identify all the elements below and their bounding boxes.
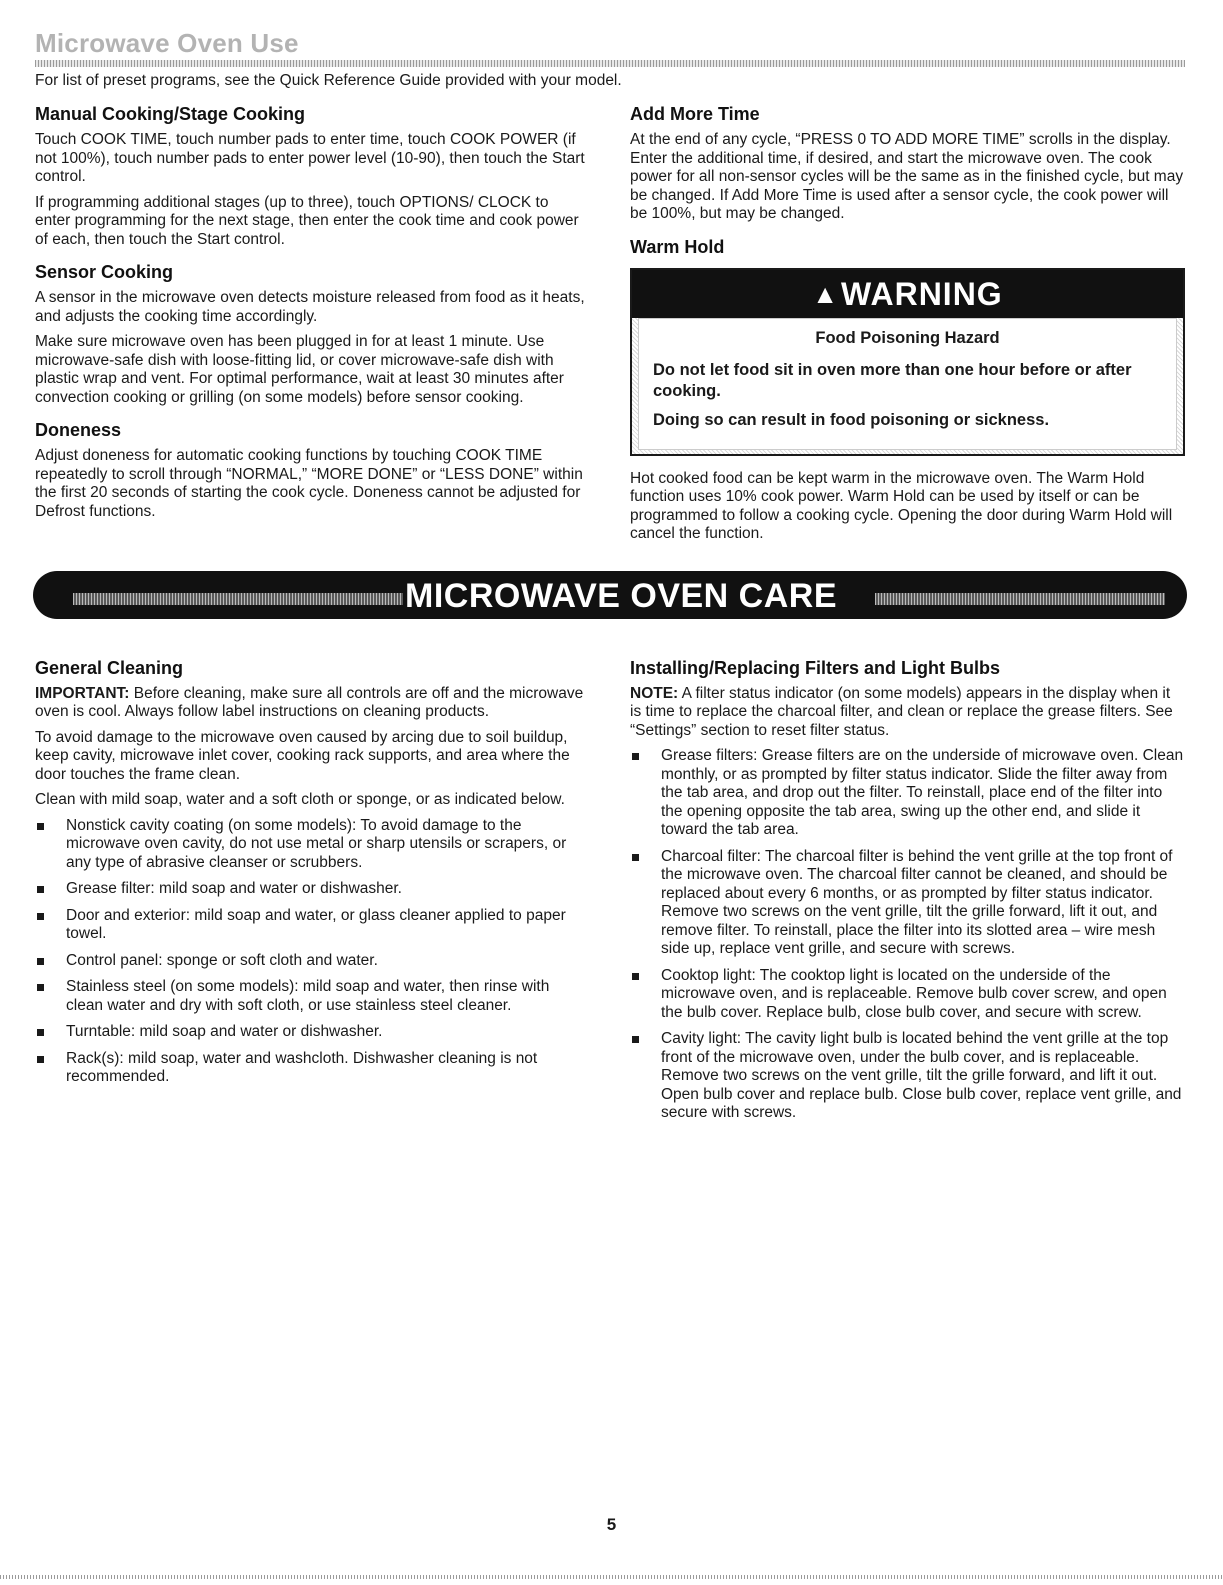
use-columns (35, 91, 1185, 551)
cleaning-list (35, 817, 588, 1087)
care-banner (33, 571, 1187, 619)
list-item: Turntable: mild soap and water or dishwasher. (35, 1023, 588, 1042)
list-item: Control panel: sponge or soft cloth and water. (35, 952, 588, 971)
heading-add-more-time: Add More Time (630, 104, 760, 124)
section-title-use: Microwave Oven Use (35, 28, 299, 58)
list-item: Grease filter: mild soap and water or dishwasher. (35, 880, 588, 899)
doneness-paragraph: Adjust doneness for automatic cooking functions by touching COOK TIME repeatedly to scroll through “NORMAL,” “MORE DONE” or “LESS DONE” within the first 20 seconds of starting the cook cycle. Doneness cannot be adjusted for Defrost functions. (35, 447, 583, 520)
list-item: Charcoal filter: The charcoal filter is behind the vent grille at the top front of the microwave oven. The charcoal filter cannot be cleaned, and should be replaced about every 6 months, or as prompted by filter status indicator. Remove two screws on the vent grille, tilt the grille forward, lift it out, and remove filter. To reinstall, place the filter into its slotted area – wire mesh side up, replace vent grille, and secure with screws. (630, 848, 1185, 959)
sensor-paragraph-1: A sensor in the microwave oven detects moisture released from food as it heats, and adjusts the cooking time accordingly. (35, 289, 585, 325)
warning-line-2: Doing so can result in food poisoning or sickness. (653, 410, 1050, 429)
list-item: Cavity light: The cavity light bulb is located behind the vent grille at the top front of the microwave oven, under the bulb cover, and is replaceable. Remove two screws on the vent grille, tilt the grille forward, and lift it out. Open bulb cover and replace bulb. Close bulb cover, replace vent grille, and secure with screws. (630, 1030, 1185, 1123)
warning-line-1: Do not let food sit in oven more than one hour before or after cooking. (653, 360, 1132, 400)
warning-header (632, 270, 1183, 318)
use-left-column (35, 91, 588, 551)
warning-box (630, 268, 1185, 456)
care-left-column (35, 645, 588, 1131)
care-banner-title: MICROWAVE OVEN CARE (405, 576, 838, 615)
care-right-column (630, 645, 1185, 1131)
page-content (35, 28, 1185, 1131)
heading-manual-cooking: Manual Cooking/Stage Cooking (35, 104, 306, 124)
important-text: Before cleaning, make sure all controls are off and the microwave oven is cool. Always follow label instructions on cleaning products. (35, 684, 584, 720)
use-right-column (630, 91, 1185, 551)
warning-label: WARNING (841, 275, 1003, 312)
warm-hold-paragraph: Hot cooked food can be kept warm in the microwave oven. The Warm Hold function uses 10% cook power. Warm Hold can be used by itself or can be programmed to follow a cooking cycle. Opening the door during Warm Hold will cancel the function. (630, 469, 1173, 542)
bottom-rule (0, 1575, 1223, 1579)
warning-triangle-icon: ▲ (812, 278, 840, 309)
heading-general-cleaning: General Cleaning (35, 657, 184, 678)
intro-text: For list of preset programs, see the Quick Reference Guide provided with your model. (35, 72, 622, 89)
banner-strip-left (73, 593, 403, 605)
sensor-paragraph-2: Make sure microwave oven has been plugged in for at least 1 minute. Use microwave-safe dish with loose-fitting lid, or cover microwave-safe dish with plastic wrap and vent. For optimal performance, wait at least 30 minutes after convection cooking or grilling (on some models) before sensor cooking. (35, 333, 564, 406)
warning-body (638, 318, 1177, 450)
page-number: 5 (606, 1515, 617, 1534)
note-text: A filter status indicator (on some models) appears in the display when it is time to replace the charcoal filter, and clean or replace the grease filters. See “Settings” section to reset filter status. (630, 684, 1173, 739)
heading-filters-bulbs: Installing/Replacing Filters and Light Bulbs (630, 657, 1001, 678)
heading-warm-hold: Warm Hold (630, 236, 725, 257)
banner-strip-right (875, 593, 1165, 605)
list-item: Cooktop light: The cooktop light is located on the underside of the microwave oven, and is replaceable. Remove bulb cover screw, and open the bulb cover. Replace bulb, close bulb cover, and secure with screw. (630, 967, 1185, 1023)
filters-list (630, 747, 1185, 1123)
list-item: Door and exterior: mild soap and water, or glass cleaner applied to paper towel. (35, 907, 588, 944)
list-item: Rack(s): mild soap, water and washcloth. Dishwasher cleaning is not recommended. (35, 1050, 588, 1087)
add-more-paragraph: At the end of any cycle, “PRESS 0 TO ADD MORE TIME” scrolls in the display. Enter the additional time, if desired, and start the microwave oven. The cook power for all non-sensor cycles will be the same as in the finished cycle, but may be changed. If Add More Time is used after a sensor cycle, the cook power will be 100%, but may be changed. (630, 131, 1184, 222)
manual-paragraph-2: If programming additional stages (up to three), touch OPTIONS/ CLOCK to enter programming for the next stage, then enter the cook time and cook power of each, then touch the Start control. (35, 193, 579, 248)
warning-hazard: Food Poisoning Hazard (815, 328, 1000, 347)
important-label: IMPORTANT: (35, 684, 130, 702)
note-paragraph (630, 685, 1185, 741)
general-paragraph-2: To avoid damage to the microwave oven caused by arcing due to soil buildup, keep cavity, microwave inlet cover, cooking rack supports, and area where the door touches the frame clean. (35, 728, 570, 783)
manual-paragraph-1: Touch COOK TIME, touch number pads to enter time, touch COOK POWER (if not 100%), touch number pads to enter power level (10-90), then touch the Start control. (35, 131, 585, 185)
general-paragraph-3: Clean with mild soap, water and a soft cloth or sponge, or as indicated below. (35, 791, 565, 808)
heading-sensor-cooking: Sensor Cooking (35, 262, 174, 282)
note-label: NOTE: (630, 684, 679, 702)
list-item: Nonstick cavity coating (on some models): To avoid damage to the microwave oven cavity, do not use metal or sharp utensils or scrapers, or any type of abrasive cleanser or scrubbers. (35, 817, 588, 873)
heading-doneness: Doneness (35, 420, 122, 440)
list-item: Grease filters: Grease filters are on the underside of microwave oven. Clean monthly, or as prompted by filter status indicator. Slide the filter away from the tab area, and drop out the filter. To reinstall, place end of the filter into the opening opposite the tab area, swing up the other end, and slide it toward the tab area. (630, 747, 1185, 840)
care-columns (35, 645, 1185, 1131)
important-paragraph (35, 685, 588, 722)
list-item: Stainless steel (on some models): mild soap and water, then rinse with clean water and dry with soft cloth, or use stainless steel cleaner. (35, 978, 588, 1015)
title-rule (35, 60, 1185, 67)
